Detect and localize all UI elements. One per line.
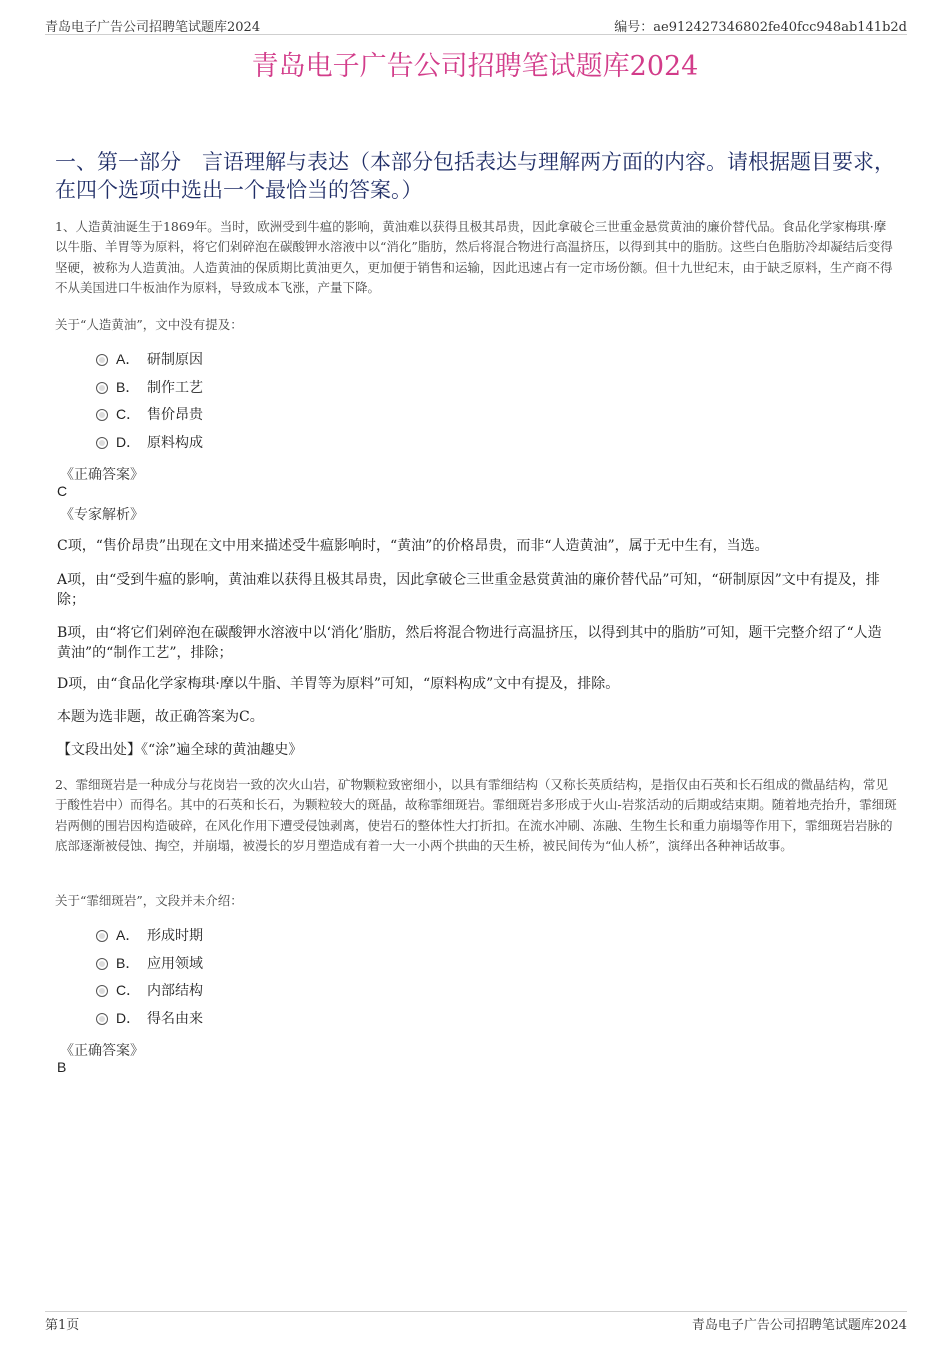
question-2-prompt: 关于“霏细斑岩”，文段并未介绍： xyxy=(55,893,243,908)
option-d[interactable]: D． 得名由来 xyxy=(96,1008,496,1036)
page-footer xyxy=(45,1311,907,1332)
section-heading: 一、第一部分 言语理解与表达（本部分包括表达与理解两方面的内容。请根据题目要求，在四个选项中选出一个最恰当的答案。） xyxy=(55,150,895,202)
radio-icon[interactable] xyxy=(96,354,108,366)
option-a[interactable]: A． 形成时期 xyxy=(96,925,496,953)
page-number: 第1页 xyxy=(45,1318,80,1333)
answer-value: B xyxy=(57,1059,67,1075)
question-1-passage: 1、人造黄油诞生于1869年。当时，欧洲受到牛瘟的影响，黄油难以获得且极其昂贵，因此拿破仑三世重金悬赏黄油的廉价替代品。食品化学家梅琪·摩以牛脂、羊胃等为原料，将它们剁碎泡在碳酸钾水溶液中以“消化”脂肪，然后将混合物进行高温挤压，以得到其中的脂肪。这些白色脂肪冷却凝结后变得坚硬，被称为人造黄油。人造黄油的保质期比黄油更久，更加便于销售和运输，因此迅速占有一定市场份额。但十九世纪末，由于缺乏原料，生产商不得不从美国进口牛板油作为原料，导致成本飞涨，产量下降。 xyxy=(55,219,893,295)
option-c[interactable]: C． 内部结构 xyxy=(96,980,496,1008)
radio-icon[interactable] xyxy=(96,382,108,394)
source-line: 【文段出处】《“涂”遍全球的黄油趣史》 xyxy=(57,742,303,758)
radio-icon[interactable] xyxy=(96,985,108,997)
question-2-options xyxy=(96,925,496,1036)
radio-icon[interactable] xyxy=(96,409,108,421)
answer-value: C xyxy=(57,483,68,499)
question-1-options xyxy=(96,349,496,460)
footer-doc-title: 青岛电子广告公司招聘笔试题库2024 xyxy=(691,1318,907,1333)
analysis-label: 《专家解析》 xyxy=(60,507,144,523)
header-doc-id: 编号：ae912427346802fe40fcc948ab141b2d xyxy=(614,20,907,35)
analysis-line: A项，由“受到牛瘟的影响，黄油难以获得且极其昂贵，因此拿破仑三世重金悬赏黄油的廉价替代品”可知，“研制原因”文中有提及，排除； xyxy=(57,572,880,608)
analysis-line: D项，由“食品化学家梅琪·摩以牛脂、羊胃等为原料”可知，“原料构成”文中有提及，排除。 xyxy=(57,676,620,692)
answer-label: 《正确答案》 xyxy=(60,1043,144,1059)
option-d[interactable]: D． 原料构成 xyxy=(96,432,496,460)
header-doc-title: 青岛电子广告公司招聘笔试题库2024 xyxy=(45,20,261,35)
analysis-line: 本题为选非题，故正确答案为C。 xyxy=(57,709,264,725)
option-a[interactable]: A． 研制原因 xyxy=(96,349,496,377)
answer-label: 《正确答案》 xyxy=(60,467,144,483)
radio-icon[interactable] xyxy=(96,930,108,942)
question-1-prompt: 关于“人造黄油”，文中没有提及： xyxy=(55,317,243,332)
option-b[interactable]: B． 应用领域 xyxy=(96,953,496,981)
radio-icon[interactable] xyxy=(96,437,108,449)
radio-icon[interactable] xyxy=(96,958,108,970)
page-header xyxy=(45,14,907,35)
question-2-passage: 2、霏细斑岩是一种成分与花岗岩一致的次火山岩，矿物颗粒致密细小，以具有霏细结构（又称长英质结构，是指仅由石英和长石组成的微晶结构，常见于酸性岩中）而得名。其中的石英和长石，为颗粒较大的斑晶，故称霏细斑岩。霏细斑岩多形成于火山-岩浆活动的后期或结束期。随着地壳抬升，霏细斑岩两侧的围岩因构造破碎，在风化作用下遭受侵蚀剥离，使岩石的整体性大打折扣。在流水冲刷、冻融、生物生长和重力崩塌等作用下，霏细斑岩岩脉的底部逐渐被侵蚀、掏空，并崩塌，被漫长的岁月塑造成有着一大一小两个拱曲的天生桥，被民间传为“仙人桥”，演绎出各种神话故事。 xyxy=(55,777,897,853)
option-b[interactable]: B． 制作工艺 xyxy=(96,377,496,405)
option-c[interactable]: C． 售价昂贵 xyxy=(96,404,496,432)
radio-icon[interactable] xyxy=(96,1013,108,1025)
analysis-line: B项，由“将它们剁碎泡在碳酸钾水溶液中以‘消化’脂肪，然后将混合物进行高温挤压，以得到其中的脂肪”可知，题干完整介绍了“人造黄油”的“制作工艺”，排除； xyxy=(57,625,882,661)
analysis-line: C项，“售价昂贵”出现在文中用来描述受牛瘟影响时，“黄油”的价格昂贵，而非“人造黄油”，属于无中生有，当选。 xyxy=(57,538,769,554)
page-title: 青岛电子广告公司招聘笔试题库2024 xyxy=(251,51,699,82)
